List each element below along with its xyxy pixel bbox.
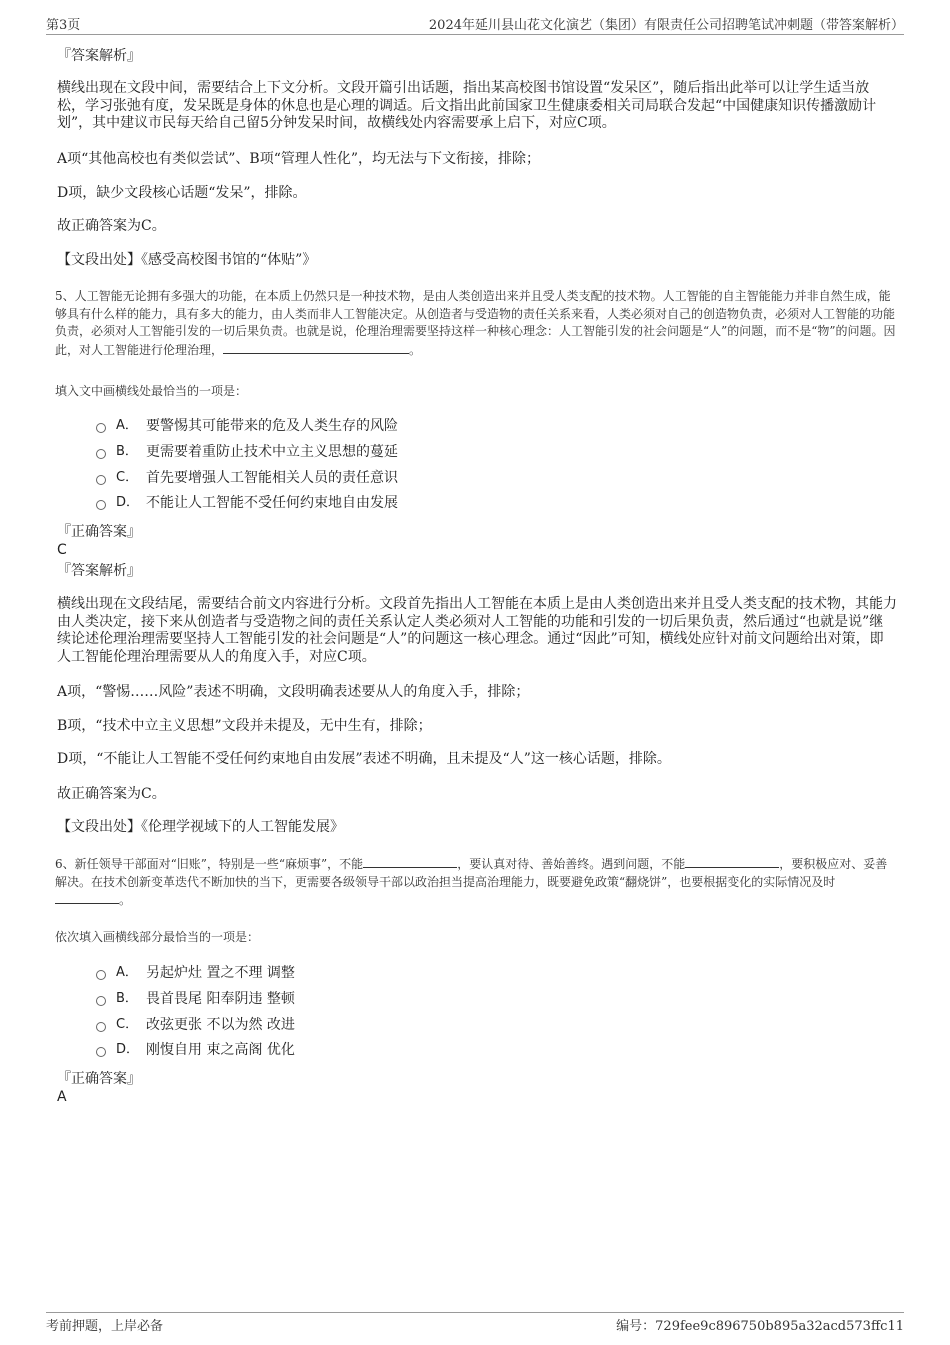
option-letter: B． [116,991,138,1006]
option-text: 刚愎自用 束之高阁 优化 [146,1042,295,1058]
option-d[interactable] [96,494,398,512]
analysis-label: 『答案解析』 [57,563,141,579]
option-text: 首先要增强人工智能相关人员的责任意识 [146,470,398,486]
option-letter: A． [116,418,138,433]
option-letter: B． [116,444,138,459]
radio-icon[interactable] [96,970,106,980]
question-5-prompt: 填入文中画横线处最恰当的一项是： [55,384,248,398]
option-c[interactable] [96,1016,295,1034]
option-text: 要警惕其可能带来的危及人类生存的风险 [146,418,398,434]
option-a[interactable] [96,964,295,982]
analysis-paragraph: D项，缺少文段核心话题“发呆”，排除。 [57,185,307,201]
analysis-paragraph: A项“其他高校也有类似尝试”、B项“管理人性化”，均无法与下文衔接，排除； [57,151,541,167]
radio-icon[interactable] [96,1022,106,1032]
option-b[interactable] [96,443,398,461]
option-d[interactable] [96,1041,295,1059]
option-letter: D． [116,1042,140,1057]
question-6-stem: ，要认真对待、善始善终。遇到问题，不能 [457,857,686,871]
page-header [46,14,904,35]
footer-slogan: 考前押题，上岸必备 [46,1319,164,1334]
analysis-conclusion: 故正确答案为C。 [57,786,166,802]
analysis-paragraph: 横线出现在文段中间，需要结合上下文分析。文段开篇引出话题，指出某高校图书馆设置“发呆区”，随后指出此举可以让学生适当放松，学习张弛有度，发呆既是身体的休息也是心理的调适。后文指出此前国家卫生健康委相关司局联合发起“中国健康知识传播激励计划”，其中建议市民每天给自己留5分钟发呆时间，故横线处内容需要承上启下，对应C项。 [57,80,877,131]
question-6-stem: 6、新任领导干部面对“旧账”，特别是一些“麻烦事”，不能 [55,857,364,871]
radio-icon[interactable] [96,423,106,433]
radio-icon[interactable] [96,475,106,485]
option-a[interactable] [96,417,398,435]
fill-blank [363,855,457,868]
option-letter: D． [116,495,140,510]
radio-icon[interactable] [96,500,106,510]
correct-answer-value: A [57,1089,67,1105]
question-5-stem: 5、人工智能无论拥有多强大的功能，在本质上仍然只是一种技术物，是由人类创造出来并且受人类支配的技术物。人工智能的自主智能能力并非自然生成，能够具有什么样的能力，具有多大的能力，由人类而非人工智能决定。从创造者与受造物的责任关系来看，人类必须对自己的创造物负责，必须对人工智能的功能负责，必须对人工智能引发的一切后果负责。也就是说，伦理治理需要坚持这样一种核心理念：人工智能引发的社会问题是“人”的问题，而不是“物”的问题。因此，对人工智能进行伦理治理， [55,289,896,357]
fill-blank [223,341,409,354]
option-b[interactable] [96,990,295,1008]
analysis-paragraph: D项，“不能让人工智能不受任何约束地自由发展”表述不明确，且未提及“人”这一核心话题，排除。 [57,751,671,767]
radio-icon[interactable] [96,996,106,1006]
correct-answer-label: 『正确答案』 [57,1071,141,1087]
option-letter: C． [116,470,139,485]
analysis-label: 『答案解析』 [57,48,141,64]
analysis-paragraph: B项，“技术中立主义思想”文段并未提及，无中生有，排除； [57,718,432,734]
correct-answer-value: C [57,542,67,558]
question-5-stem-end: 。 [409,342,422,357]
document-id: 编号：729fee9c896750b895a32acd573ffc11 [616,1319,904,1334]
radio-icon[interactable] [96,1047,106,1057]
question-6-stem: ，要积极应对、妥善解决。在技术创新变革迭代不断加快的当下，更需要各级领导干部以政治担当提高治理能力，既要避免政策“翻烧饼”，也要根据变化的实际情况及时 [55,857,888,889]
radio-icon[interactable] [96,449,106,459]
document-title: 2024年延川县山花文化演艺（集团）有限责任公司招聘笔试冲刺题（带答案解析） [428,18,904,33]
fill-blank [685,855,779,868]
option-letter: C． [116,1017,139,1032]
question-6-stem-end: 。 [119,893,132,907]
question-6-text [55,855,897,910]
option-text: 不能让人工智能不受任何约束地自由发展 [146,495,398,511]
fill-blank [55,891,119,904]
page-number: 第3页 [46,18,81,33]
option-c[interactable] [96,469,398,487]
option-text: 另起炉灶 置之不理 调整 [146,965,295,981]
option-text: 改弦更张 不以为然 改进 [146,1017,295,1033]
page-footer [46,1312,904,1334]
source-citation: 【文段出处】《感受高校图书馆的“体贴”》 [57,252,317,268]
analysis-paragraph: A项，“警惕……风险”表述不明确，文段明确表述要从人的角度入手，排除； [57,684,530,700]
question-5-text [55,288,897,359]
option-text: 更需要着重防止技术中立主义思想的蔓延 [146,444,398,460]
analysis-paragraph: 横线出现在文段结尾，需要结合前文内容进行分析。文段首先指出人工智能在本质上是由人类创造出来并且受人类支配的技术物，其能力由人类决定，接下来从创造者与受造物之间的责任关系认定人类必须对人工智能的功能和引发的一切后果负责，然后通过“也就是说”继续论述伦理治理需要坚持人工智能引发的社会问题是“人”的问题这一核心理念。通过“因此”可知，横线处应针对前文问题给出对策，即人工智能伦理治理需要从人的角度入手，对应C项。 [57,596,897,665]
source-citation: 【文段出处】《伦理学视域下的人工智能发展》 [57,819,344,835]
option-text: 畏首畏尾 阳奉阴违 整顿 [146,991,295,1007]
correct-answer-label: 『正确答案』 [57,524,141,540]
option-letter: A． [116,965,138,980]
analysis-conclusion: 故正确答案为C。 [57,218,166,234]
question-6-prompt: 依次填入画横线部分最恰当的一项是： [55,930,260,944]
